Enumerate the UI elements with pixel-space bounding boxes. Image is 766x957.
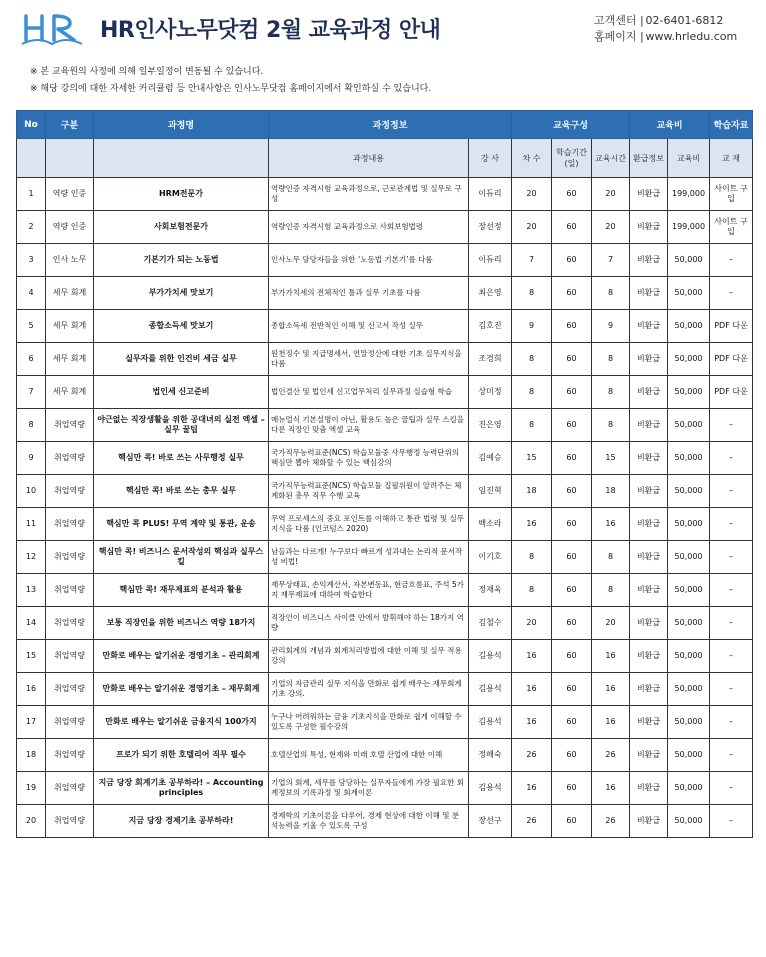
row-period: 60 — [552, 739, 592, 772]
table-row — [17, 409, 753, 442]
row-hours: 16 — [592, 772, 630, 805]
table-row — [17, 508, 753, 541]
row-fee: 50,000 — [668, 442, 710, 475]
row-content: 무역 프로세스의 중요 포인트를 이해하고 통관 법령 및 실무 지식을 다룸 (인코텀스 2020) — [269, 508, 469, 541]
row-period: 60 — [552, 805, 592, 838]
page-header — [0, 0, 766, 56]
row-period: 60 — [552, 772, 592, 805]
row-chapters: 8 — [512, 376, 552, 409]
row-fee: 50,000 — [668, 541, 710, 574]
row-materials: – — [710, 805, 753, 838]
sub-blank-category — [46, 139, 94, 178]
row-chapters: 16 — [512, 640, 552, 673]
row-fee: 50,000 — [668, 508, 710, 541]
row-materials: PDF 다운 — [710, 343, 753, 376]
col-info: 과정정보 — [269, 111, 512, 139]
row-materials: – — [710, 574, 753, 607]
row-content: 역량인증 자격시험 교육과정으로, 근로관계법 및 실무로 구성 — [269, 178, 469, 211]
row-fee: 50,000 — [668, 640, 710, 673]
row-content: 직장인이 비즈니스 사이클 안에서 발휘해야 하는 18가지 역량 — [269, 607, 469, 640]
row-materials: – — [710, 739, 753, 772]
sub-blank-course — [94, 139, 269, 178]
row-materials: 사이트 구입 — [710, 178, 753, 211]
sub-period: 학습기간(일) — [552, 139, 592, 178]
row-category: 취업역량 — [46, 508, 94, 541]
row-fee: 50,000 — [668, 574, 710, 607]
row-refund: 비환급 — [630, 310, 668, 343]
row-instructor: 이듀리 — [469, 178, 512, 211]
row-materials: PDF 다운 — [710, 310, 753, 343]
row-instructor: 백소라 — [469, 508, 512, 541]
row-materials: – — [710, 409, 753, 442]
row-period: 60 — [552, 607, 592, 640]
row-instructor: 최은영 — [469, 277, 512, 310]
col-fee: 교육비 — [630, 111, 710, 139]
row-hours: 8 — [592, 343, 630, 376]
row-refund: 비환급 — [630, 673, 668, 706]
homepage-link[interactable]: www.hrledu.com — [645, 30, 738, 43]
row-refund: 비환급 — [630, 574, 668, 607]
row-course-name: 핵심만 콕 PLUS! 무역 계약 및 통관, 운송 — [94, 508, 269, 541]
row-refund: 비환급 — [630, 244, 668, 277]
row-category: 취업역량 — [46, 475, 94, 508]
row-instructor: 이기호 — [469, 541, 512, 574]
row-content: 법인결산 및 법인세 신고업무처리 실무과정 실습형 학습 — [269, 376, 469, 409]
row-no: 19 — [17, 772, 46, 805]
row-refund: 비환급 — [630, 508, 668, 541]
row-hours: 26 — [592, 739, 630, 772]
sub-chapters: 차 수 — [512, 139, 552, 178]
row-period: 60 — [552, 343, 592, 376]
table-row — [17, 442, 753, 475]
row-course-name: 부가가치세 맛보기 — [94, 277, 269, 310]
notices — [30, 64, 431, 98]
row-chapters: 16 — [512, 508, 552, 541]
row-fee: 50,000 — [668, 673, 710, 706]
row-course-name: 핵심만 콕! 바로 쓰는 총무 실무 — [94, 475, 269, 508]
row-period: 60 — [552, 310, 592, 343]
row-content: 부가가치세의 전체적인 틀과 실무 기초를 다룸 — [269, 277, 469, 310]
row-course-name: 법인세 신고준비 — [94, 376, 269, 409]
row-chapters: 8 — [512, 541, 552, 574]
row-content: 남들과는 다르게! 누구보다 빠르게 성과내는 논리적 문서작성 비법! — [269, 541, 469, 574]
col-composition: 교육구성 — [512, 111, 630, 139]
row-hours: 18 — [592, 475, 630, 508]
row-period: 60 — [552, 211, 592, 244]
row-no: 8 — [17, 409, 46, 442]
table-row — [17, 772, 753, 805]
row-chapters: 8 — [512, 277, 552, 310]
row-category: 취업역량 — [46, 442, 94, 475]
row-chapters: 20 — [512, 607, 552, 640]
row-category: 세무 회계 — [46, 310, 94, 343]
row-course-name: 사회보험전문가 — [94, 211, 269, 244]
row-refund: 비환급 — [630, 442, 668, 475]
row-refund: 비환급 — [630, 640, 668, 673]
row-no: 15 — [17, 640, 46, 673]
row-category: 취업역량 — [46, 640, 94, 673]
row-chapters: 26 — [512, 739, 552, 772]
row-chapters: 16 — [512, 706, 552, 739]
row-course-name: 만화로 배우는 알기쉬운 금융지식 100가지 — [94, 706, 269, 739]
hr-logo — [18, 10, 86, 50]
row-chapters: 18 — [512, 475, 552, 508]
row-no: 2 — [17, 211, 46, 244]
row-content: 재무상태표, 손익계산서, 자본변동표, 현금흐름표, 주석 5가지 재무제표에 대하여 학습한다 — [269, 574, 469, 607]
row-course-name: 기본기가 되는 노동법 — [94, 244, 269, 277]
homepage-label: 홈페이지 | — [594, 30, 644, 43]
row-content: 경제학의 기초이론을 다루어, 경제 현상에 대한 이해 및 분석능력을 키울 수 있도록 구성 — [269, 805, 469, 838]
row-chapters: 8 — [512, 343, 552, 376]
row-no: 9 — [17, 442, 46, 475]
row-course-name: 야근없는 직장생활을 위한 공대녀의 실전 엑셀 –실무 꿀팁 — [94, 409, 269, 442]
row-course-name: 핵심만 콕! 재무제표의 분석과 활용 — [94, 574, 269, 607]
row-category: 취업역량 — [46, 541, 94, 574]
row-category: 취업역량 — [46, 706, 94, 739]
row-instructor: 진은영 — [469, 409, 512, 442]
row-hours: 16 — [592, 508, 630, 541]
row-hours: 8 — [592, 409, 630, 442]
customer-center-label: 고객센터 | — [594, 14, 644, 27]
row-instructor: 김용석 — [469, 640, 512, 673]
row-refund: 비환급 — [630, 607, 668, 640]
sub-blank-no — [17, 139, 46, 178]
row-instructor: 상미정 — [469, 376, 512, 409]
row-materials: – — [710, 673, 753, 706]
row-materials: – — [710, 475, 753, 508]
row-category: 취업역량 — [46, 805, 94, 838]
row-no: 1 — [17, 178, 46, 211]
table-row — [17, 673, 753, 706]
row-no: 4 — [17, 277, 46, 310]
row-category: 역량 인증 — [46, 178, 94, 211]
sub-instructor: 강 사 — [469, 139, 512, 178]
row-content: 역량인증 자격시험 교육과정으로 사회보험법령 — [269, 211, 469, 244]
sub-materials: 교 재 — [710, 139, 753, 178]
row-hours: 16 — [592, 673, 630, 706]
row-refund: 비환급 — [630, 805, 668, 838]
row-course-name: HRM전문가 — [94, 178, 269, 211]
row-category: 세무 회계 — [46, 343, 94, 376]
row-instructor: 이듀리 — [469, 244, 512, 277]
row-refund: 비환급 — [630, 343, 668, 376]
row-chapters: 20 — [512, 211, 552, 244]
row-course-name: 프로가 되기 위한 호텔리어 직무 필수 — [94, 739, 269, 772]
row-instructor: 정해숙 — [469, 739, 512, 772]
row-hours: 9 — [592, 310, 630, 343]
course-table — [16, 110, 753, 838]
table-row — [17, 244, 753, 277]
row-fee: 50,000 — [668, 607, 710, 640]
row-content: 누구나 어려워하는 금융 기초지식을 만화로 쉽게 이해할 수 있도록 구성한 필수강의 — [269, 706, 469, 739]
contact-info — [594, 13, 737, 45]
table-row — [17, 607, 753, 640]
notice-1: ※ 본 교육원의 사정에 의해 일부일정이 변동될 수 있습니다. — [30, 67, 264, 77]
row-hours: 26 — [592, 805, 630, 838]
table-row — [17, 640, 753, 673]
row-materials: – — [710, 277, 753, 310]
customer-center-phone[interactable]: 02-6401-6812 — [645, 14, 724, 27]
row-hours: 8 — [592, 277, 630, 310]
row-course-name: 만화로 배우는 알기쉬운 경영기초 – 재무회계 — [94, 673, 269, 706]
sub-content: 과정내용 — [269, 139, 469, 178]
row-refund: 비환급 — [630, 178, 668, 211]
row-no: 17 — [17, 706, 46, 739]
row-materials: – — [710, 244, 753, 277]
row-hours: 20 — [592, 607, 630, 640]
row-content: 국가직무능력표준(NCS) 학습모듈중 사무행정 능력단위의 핵심만 뽑아 체화할 수 있는 핵심강의 — [269, 442, 469, 475]
row-course-name: 만화로 배우는 알기쉬운 경영기초 – 관리회계 — [94, 640, 269, 673]
row-content: 종합소득세 전반적인 이해 및 신고서 작성 실무 — [269, 310, 469, 343]
row-chapters: 8 — [512, 409, 552, 442]
row-period: 60 — [552, 508, 592, 541]
row-instructor: 김용석 — [469, 706, 512, 739]
row-refund: 비환급 — [630, 541, 668, 574]
row-chapters: 8 — [512, 574, 552, 607]
row-category: 취업역량 — [46, 607, 94, 640]
row-period: 60 — [552, 706, 592, 739]
row-instructor: 장선구 — [469, 805, 512, 838]
row-instructor: 김용석 — [469, 673, 512, 706]
row-hours: 8 — [592, 541, 630, 574]
col-materials: 학습자료 — [710, 111, 753, 139]
sub-fee: 교육비 — [668, 139, 710, 178]
row-chapters: 7 — [512, 244, 552, 277]
row-course-name: 보통 직장인을 위한 비즈니스 역량 18가지 — [94, 607, 269, 640]
row-content: 원천징수 및 지급명세서, 연말정산에 대한 기초 실무지식을 다룸 — [269, 343, 469, 376]
row-refund: 비환급 — [630, 706, 668, 739]
row-category: 취업역량 — [46, 409, 94, 442]
row-content: 인사노무 담당자들을 위한 ‘노동법 기본기’를 다룸 — [269, 244, 469, 277]
row-fee: 50,000 — [668, 343, 710, 376]
row-no: 14 — [17, 607, 46, 640]
row-refund: 비환급 — [630, 772, 668, 805]
row-course-name: 지금 당장 경제기초 공부하라! — [94, 805, 269, 838]
row-hours: 16 — [592, 706, 630, 739]
row-no: 11 — [17, 508, 46, 541]
row-period: 60 — [552, 277, 592, 310]
row-hours: 16 — [592, 640, 630, 673]
row-materials: – — [710, 442, 753, 475]
row-content: 기업의 자금관리 실무 지식을 만화로 쉽게 배우는 재무회계 기초 강의. — [269, 673, 469, 706]
row-category: 취업역량 — [46, 772, 94, 805]
table-row — [17, 310, 753, 343]
row-no: 5 — [17, 310, 46, 343]
row-category: 취업역량 — [46, 739, 94, 772]
row-period: 60 — [552, 178, 592, 211]
sub-hours: 교육시간 — [592, 139, 630, 178]
row-category: 세무 회계 — [46, 376, 94, 409]
row-content: 호텔산업의 특성, 현재와 미래 호텔 산업에 대한 이해 — [269, 739, 469, 772]
row-fee: 50,000 — [668, 310, 710, 343]
table-row — [17, 178, 753, 211]
table-row — [17, 343, 753, 376]
row-content: 기업의 회계, 세무를 담당하는 실무자들에게 가장 필요한 회계정보의 기록과정 및 회계이론 — [269, 772, 469, 805]
row-materials: – — [710, 706, 753, 739]
row-instructor: 조경희 — [469, 343, 512, 376]
row-refund: 비환급 — [630, 277, 668, 310]
row-chapters: 9 — [512, 310, 552, 343]
row-fee: 50,000 — [668, 277, 710, 310]
row-materials: – — [710, 508, 753, 541]
row-period: 60 — [552, 475, 592, 508]
table-row — [17, 706, 753, 739]
row-materials: – — [710, 607, 753, 640]
row-course-name: 종합소득세 맛보기 — [94, 310, 269, 343]
row-hours: 7 — [592, 244, 630, 277]
row-period: 60 — [552, 409, 592, 442]
table-row — [17, 277, 753, 310]
row-course-name: 핵심만 콕! 바로 쓰는 사무행정 실무 — [94, 442, 269, 475]
table-row — [17, 805, 753, 838]
row-category: 취업역량 — [46, 574, 94, 607]
row-fee: 50,000 — [668, 475, 710, 508]
col-category: 구분 — [46, 111, 94, 139]
row-materials: 사이트 구입 — [710, 211, 753, 244]
row-course-name: 핵심만 콕! 비즈니스 문서작성의 핵심과 실무스킬 — [94, 541, 269, 574]
row-fee: 50,000 — [668, 376, 710, 409]
row-fee: 50,000 — [668, 739, 710, 772]
row-no: 3 — [17, 244, 46, 277]
sub-refund: 환급정보 — [630, 139, 668, 178]
table-row — [17, 475, 753, 508]
row-no: 18 — [17, 739, 46, 772]
row-content: 국가직무능력표준(NCS) 학습모듈 집필위원이 알려주는 체계화된 총무 직무 수행 교육 — [269, 475, 469, 508]
row-materials: – — [710, 541, 753, 574]
row-fee: 199,000 — [668, 178, 710, 211]
row-instructor: 김예승 — [469, 442, 512, 475]
row-instructor: 장선정 — [469, 211, 512, 244]
row-fee: 199,000 — [668, 211, 710, 244]
row-fee: 50,000 — [668, 706, 710, 739]
row-instructor: 김철수 — [469, 607, 512, 640]
table-row — [17, 541, 753, 574]
row-hours: 8 — [592, 376, 630, 409]
notice-2: ※ 해당 강의에 대한 자세한 커리큘럼 등 안내사항은 인사노무닷컴 홈페이지에서 확인하실 수 있습니다. — [30, 84, 432, 94]
row-refund: 비환급 — [630, 409, 668, 442]
row-period: 60 — [552, 673, 592, 706]
row-course-name: 실무자를 위한 인건비 세금 실무 — [94, 343, 269, 376]
table-header-row — [17, 111, 753, 139]
row-chapters: 16 — [512, 772, 552, 805]
row-fee: 50,000 — [668, 772, 710, 805]
row-materials: – — [710, 772, 753, 805]
logo-text: HR — [18, 10, 20, 11]
row-hours: 20 — [592, 178, 630, 211]
row-fee: 50,000 — [668, 409, 710, 442]
row-hours: 8 — [592, 574, 630, 607]
table-body — [17, 178, 753, 838]
row-no: 12 — [17, 541, 46, 574]
row-period: 60 — [552, 244, 592, 277]
row-period: 60 — [552, 376, 592, 409]
row-refund: 비환급 — [630, 739, 668, 772]
row-chapters: 16 — [512, 673, 552, 706]
row-materials: PDF 다운 — [710, 376, 753, 409]
row-course-name: 지금 당장 회계기초 공부하라! – Accounting principles — [94, 772, 269, 805]
row-fee: 50,000 — [668, 244, 710, 277]
table-row — [17, 739, 753, 772]
row-no: 7 — [17, 376, 46, 409]
row-category: 세무 회계 — [46, 277, 94, 310]
row-no: 13 — [17, 574, 46, 607]
table-row — [17, 574, 753, 607]
col-course: 과정명 — [94, 111, 269, 139]
row-period: 60 — [552, 442, 592, 475]
row-hours: 20 — [592, 211, 630, 244]
row-chapters: 20 — [512, 178, 552, 211]
row-no: 16 — [17, 673, 46, 706]
row-content: 메뉴얼식 기본설명이 아닌, 활용도 높은 꿀팁과 실무 스킬을 다룬 직장인 맞춤 엑셀 교육 — [269, 409, 469, 442]
row-instructor: 임진혁 — [469, 475, 512, 508]
table-subheader-row — [17, 139, 753, 178]
row-instructor: 김호진 — [469, 310, 512, 343]
row-no: 6 — [17, 343, 46, 376]
row-category: 취업역량 — [46, 673, 94, 706]
table-row — [17, 376, 753, 409]
row-chapters: 15 — [512, 442, 552, 475]
row-materials: – — [710, 640, 753, 673]
row-refund: 비환급 — [630, 211, 668, 244]
row-category: 인사 노무 — [46, 244, 94, 277]
row-no: 10 — [17, 475, 46, 508]
row-content: 관리회계의 개념과 회계처리방법에 대한 이해 및 실무 적용 강의 — [269, 640, 469, 673]
row-hours: 15 — [592, 442, 630, 475]
col-no: No — [17, 111, 46, 139]
table-row — [17, 211, 753, 244]
row-refund: 비환급 — [630, 475, 668, 508]
row-period: 60 — [552, 574, 592, 607]
row-no: 20 — [17, 805, 46, 838]
row-refund: 비환급 — [630, 376, 668, 409]
row-chapters: 26 — [512, 805, 552, 838]
row-period: 60 — [552, 541, 592, 574]
row-fee: 50,000 — [668, 805, 710, 838]
row-instructor: 정재욱 — [469, 574, 512, 607]
row-category: 역량 인증 — [46, 211, 94, 244]
row-instructor: 김용석 — [469, 772, 512, 805]
row-period: 60 — [552, 640, 592, 673]
page-title: HR인사노무닷컴 2월 교육과정 안내 — [100, 18, 441, 43]
